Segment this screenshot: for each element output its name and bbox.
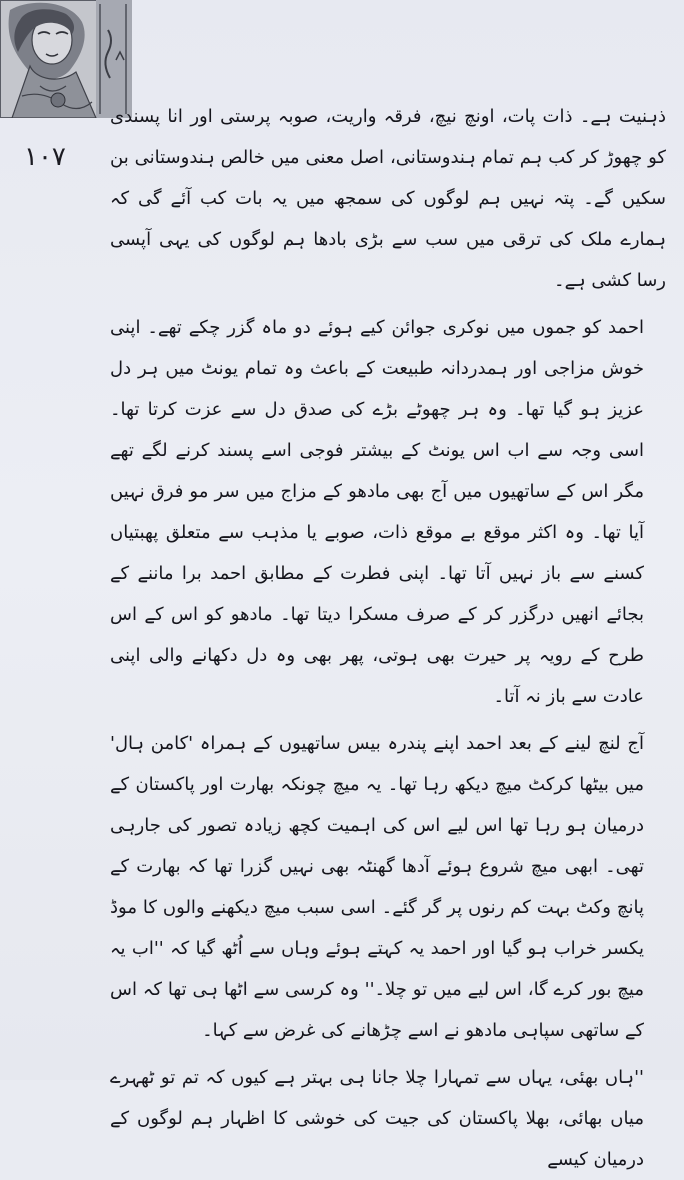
- paragraph-2: احمد کو جموں میں نوکری جوائن کیے ہوئے دو ماہ گزر چکے تھے۔ اپنی خوش مزاجی اور ہمدردانہ طبیعت کے باعث وہ تمام یونٹ میں ہر دل عزیز ہو گیا تھا۔ وہ ہر چھوٹے بڑے کی صدق دل سے عزت کرتا تھا۔ اسی وجہ سے اب اس یونٹ کے بیشتر فوجی اسے پسند کرنے لگے تھے مگر اس کے ساتھیوں میں آج بھی مادھو کے مزاج میں سر مو فرق نہیں آیا تھا۔ وہ اکثر موقع بے موقع ذات، صوبے یا مذہب سے متعلق پھبتیاں کسنے سے باز نہیں آتا تھا۔ اپنی فطرت کے مطابق احمد برا ماننے کے بجائے انھیں درگزر کر کے صرف مسکرا دیتا تھا۔ مادھو کو اس کے اس طرح کے رویہ پر حیرت بھی ہوتی، پھر بھی وہ دل دکھانے والی اپنی عادت سے باز نہ آتا۔: [110, 317, 644, 707]
- paragraph-1: ذہنیت ہے۔ ذات پات، اونچ نیچ، فرقہ واریت، صوبہ پرستی اور انا پسندی کو چھوڑ کر کب ہم تمام ہندوستانی، اصل معنی میں خالص ہندوستانی بن سکیں گے۔ پتہ نہیں ہم لوگوں کی سمجھ میں یہ بات کب آئے گی کہ ہمارے ملک کی ترقی میں سب سے بڑی بادھا ہم لوگوں کی یہی آپسی رسا کشی ہے۔: [110, 106, 666, 291]
- paragraph-4: ''ہاں بھئی، یہاں سے تمہارا چلا جانا ہی بہتر ہے کیوں کہ تم تو ٹھہرے میاں بھائی، بھلا پاکستان کی جیت کی خوشی کا اظہار ہم لوگوں کے درمیان کیسے: [110, 1067, 644, 1170]
- page-number: ۱۰۷: [24, 142, 66, 172]
- urdu-body-text: [110, 96, 666, 1180]
- paragraph-3: آج لنچ لینے کے بعد احمد اپنے پندرہ بیس ساتھیوں کے ہمراہ 'کامن ہال' میں بیٹھا کرکٹ میچ دیکھ رہا تھا۔ یہ میچ چونکہ بھارت اور پاکستان کے درمیان ہو رہا تھا اس لیے اس کی اہمیت کچھ زیادہ تصور کی جارہی تھی۔ ابھی میچ شروع ہوئے آدھا گھنٹہ بھی نہیں گزرا تھا کہ بھارت کے پانچ وکٹ بہت کم رنوں پر گر گئے۔ اسی سبب میچ دیکھنے والوں کا موڈ یکسر خراب ہو گیا اور احمد یہ کہتے ہوئے وہاں سے اُٹھ گیا کہ ''اب یہ میچ بور کرے گا، اس لیے میں تو چلا۔'' وہ کرسی سے اٹھا ہی تھا کہ اس کے ساتھی سپاہی مادھو نے اسے چڑھانے کی غرض سے کہا۔: [110, 733, 644, 1041]
